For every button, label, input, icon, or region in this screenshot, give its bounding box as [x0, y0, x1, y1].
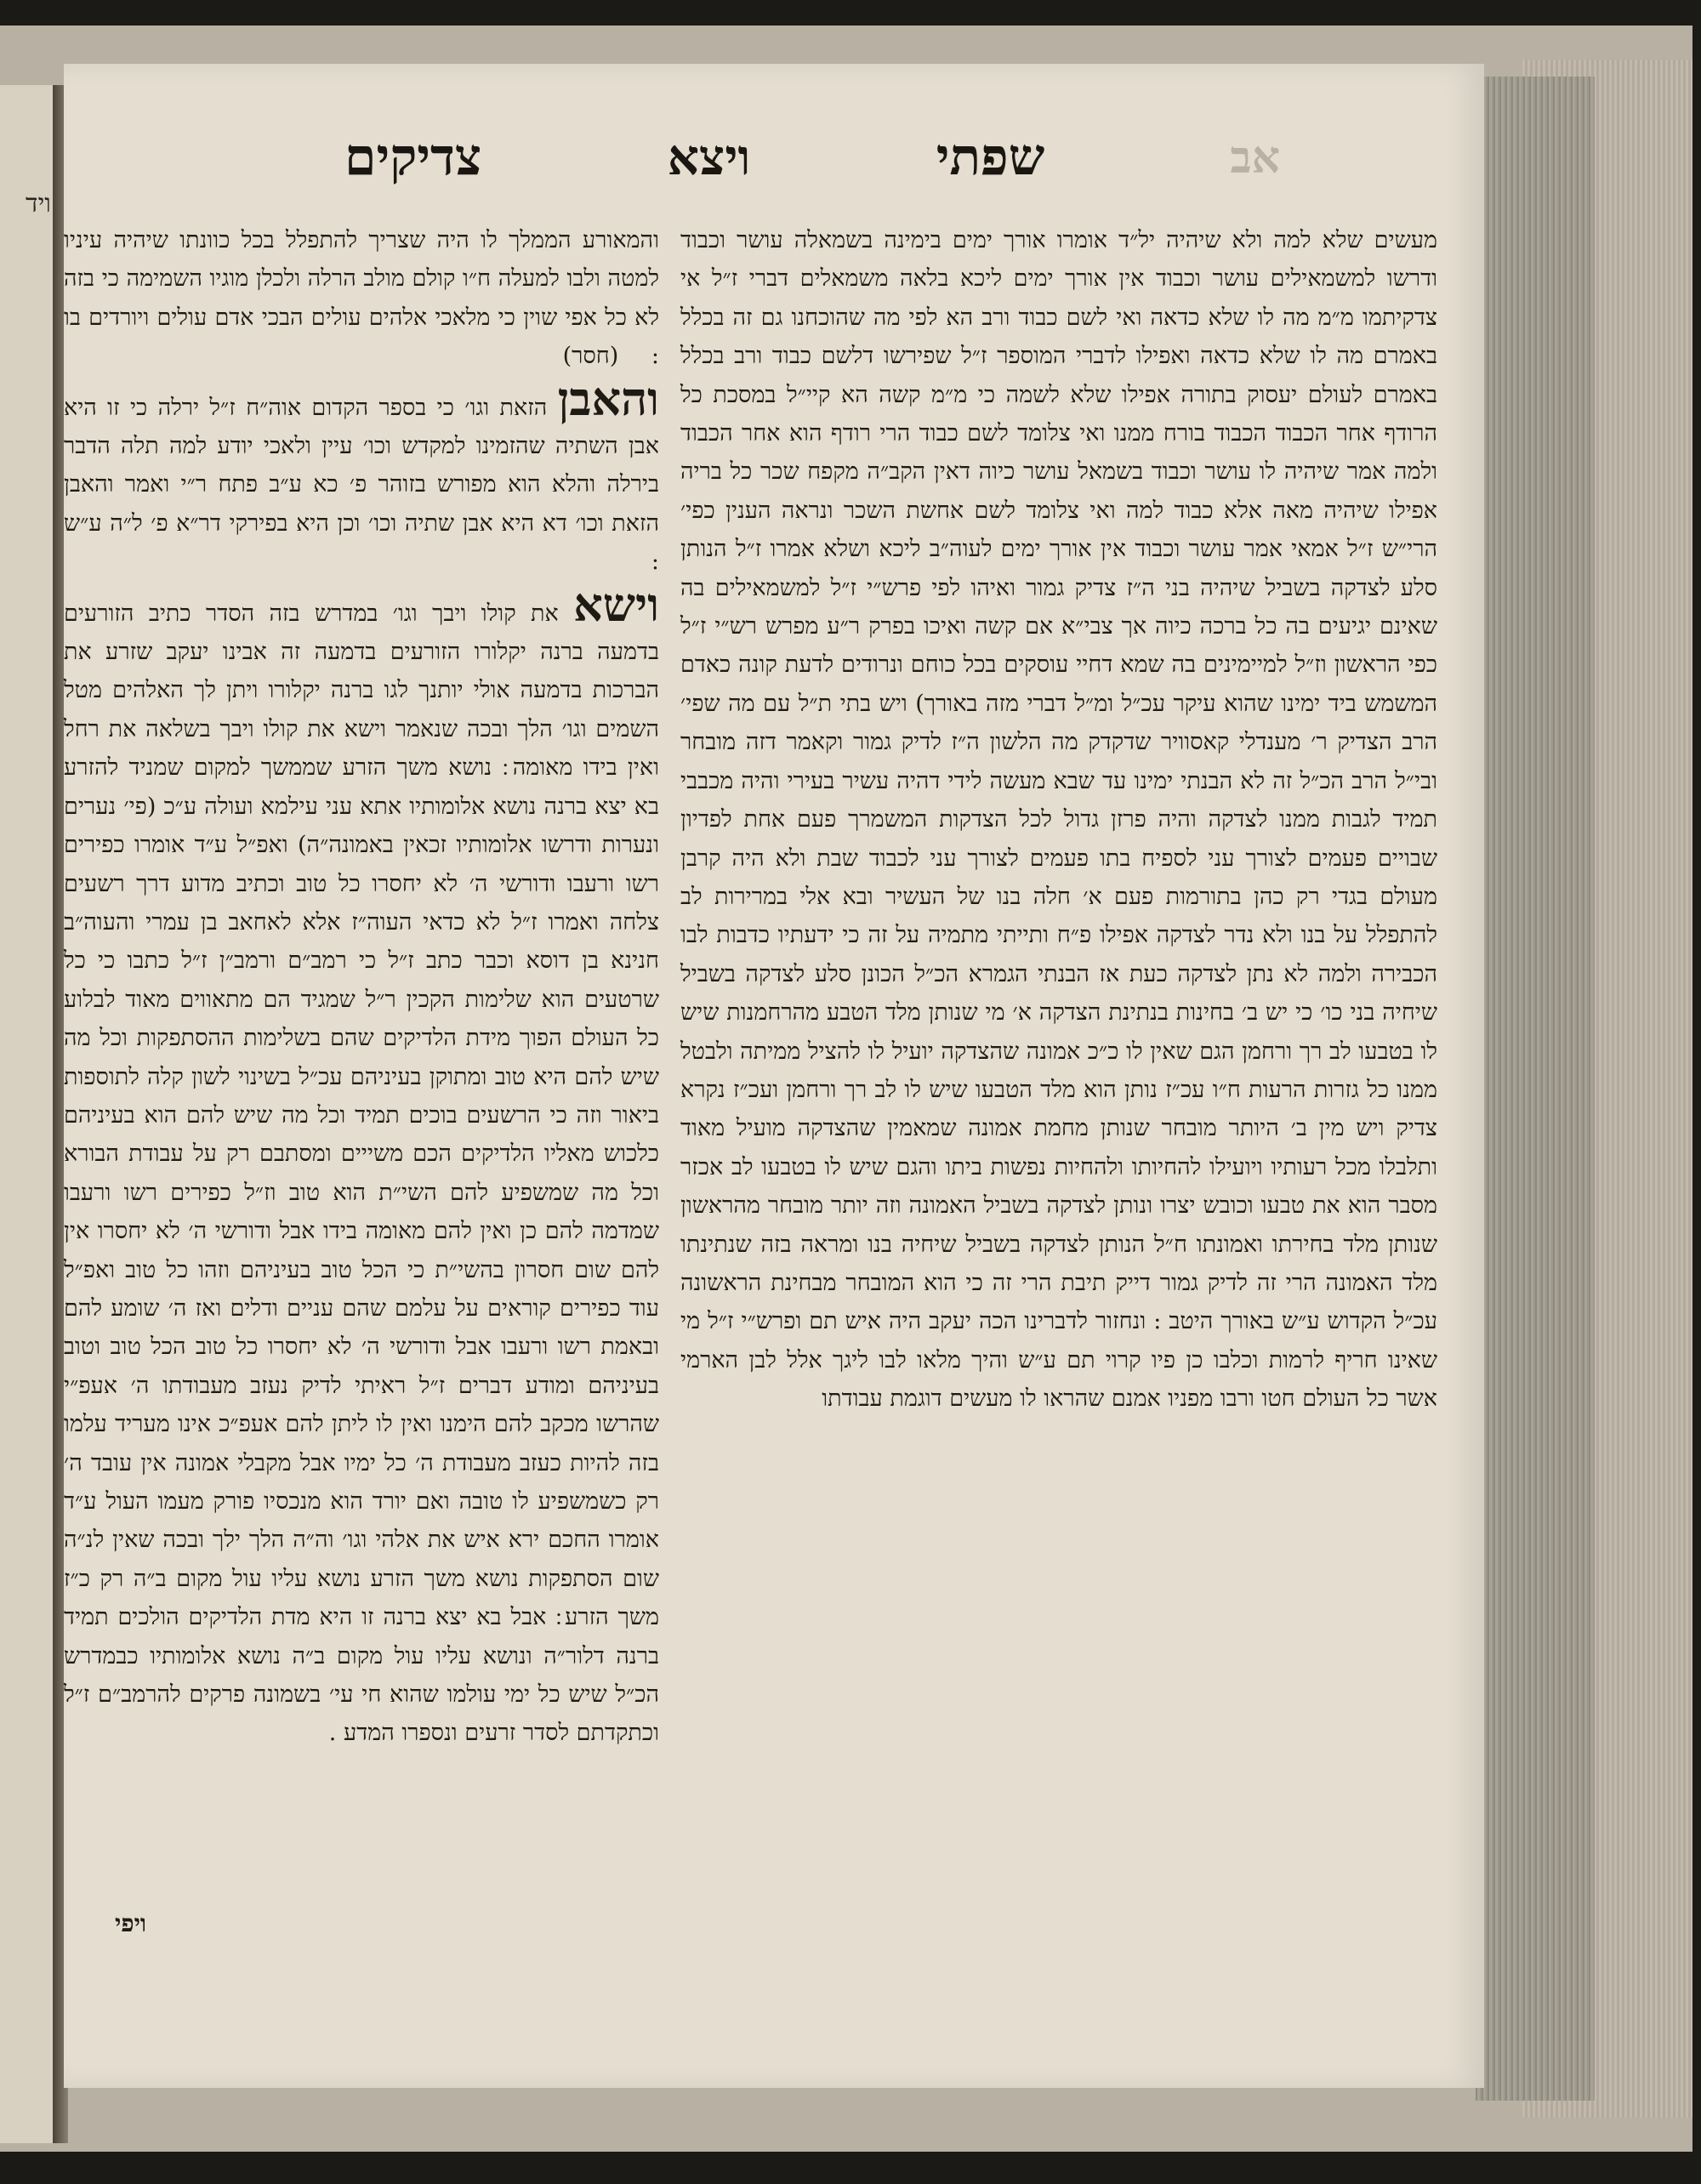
intro-source-tag: (חסר): [562, 343, 619, 370]
intro-paragraph: [64, 221, 659, 376]
entry-text: הזאת וגו׳ כי בספר הקדום אוה״ח ז״ל ירלה כי זו היא אבן השתיה שהזמינו למקדש וכו׳ עיין ולאכי יודע למה תלה הדבר בירלה והלא הוא מפורש בזוהר פ׳ כא ע״ב פתח ר״י ואמר והאבן הזאת וכו׳ דא היא אבן שתיה וכו׳ וכן היא בפירקי דר״א פ׳ ל״ה ע״ש :: [64, 394, 659, 576]
entry-lead-word: וישא: [573, 577, 660, 632]
right-column: [680, 221, 1437, 1419]
entry-text: את קולו ויבך וגו׳ במדרש בזה הסדר כתיב הזורעים בדמעה ברנה יקלורו הזורעים בדמעה זה אבינו יעקב שזרע את הברכות בדמעה אולי יותנך לגו ברנה יקלורו ויתן לך האלהים מטל השמים וגו׳ הלך ובכה שנאמר וישא את קולו ויבך בשלאה את רחל ואין בידו מאומה ׃ נושא משך הזרע שממשך למקום שמניד להזרע בא יצא ברנה נושא אלומותיו אתא עני עילמא ועולה ע״כ (פי׳ נערים ונערות ודרשו אלומותיו זכאין באמונה״ה) ואפ״ל ע״ד אומרו כפירים רשו ורעבו ודורשי ה׳ לא יחסרו כל טוב וכתיב מדוע דרך רשעים צלחה ואמרו ז״ל לא כדאי העוה״ז אלא לאחאב בן עמרי והעוה״ב חנינא בן דוסא וכבר כתב ז״ל כי רמב״ם ורמב״ן ז״ל כתבו כי כל שרטעים הוא שלימות הקכין ר״ל שמגיד הם מתאווים מאוד לבלוע כל העולם הפוך מידת הלדיקים שהם בשלימות ההסתפקות וכל מה שיש להם היא טוב ומתוקן בעיניהם עכ״ל בשינוי לשון קלה לתוספות ביאור וזה כי הרשעים בוכים תמיד וכל מה שיש להם הוא בעיניהם כלכוש מאליו הלדיקים הכם משייים ומסתבם רק על עבודת הבורא וכל מה שמשפיע להם השי״ת הוא טוב וז״ל כפירים רשו ורעבו שמדמה להם כן ואין להם מאומה בידו אבל ודורשי ה׳ לא יחסרו אין להם שום חסרון בהשי״ת כי הכל טוב בעיניהם וזהו כל טוב ואפ״ל עוד כפירים קוראים על עלמם שהם עניים ודלים ואז ה׳ שומע להם ובאמת רשו ורעבו אבל ודורשי ה׳ לא יחסרו כל טוב הכל טוב וטוב בעיניהם ומודע דברים ז״ל ראיתי לדיק נעזב מעבודתו ה׳ אעפ״י שהרשו מכקב להם הימנו ואין לו ליתן להם אעפ״כ אינו מעריד עלמו בזה להיות כעזב מעבודת ה׳ כל ימיו אבל מקבלי אמונה אין עובד ה׳ רק כשמשפיע לו טובה ואם יורד הוא מנכסיו פורק מעמו העול ע״ד אומרו החכם ירא איש את אלהי וגו׳ וה״ה הלך ילך ובכה שאין לנ״ה שום הסתפקות נושא משך הזרע נושא עליו עול מקום ב״ה רק כ״ז משך הזרע ׃ אבל בא יצא ברנה זו היא מדת הלדיקים הולכים תמיד ברנה דלור״ה ונושא עליו עול מקום ב״ה נושא אלומותיו כבמדרש הכ״ל שיש כל ימי עולמו שהוא חי עי׳ בשמונה פרקים להרמב״ם ז״ל וכתקדתם לסדר זרעים ונספרו המדע .: [64, 600, 659, 1747]
entry-vayisa: [64, 577, 660, 1753]
entry-lead-word: והאבן: [557, 371, 659, 426]
right-column-text: מעשים שלא למה ולא שיהיה יל״ד אומרו אורך ימים בימינה בשמאלה עושר וכבוד ודרשו למשמאילים עושר וכבוד אין אורך ימים ליכא בלאה משמאלים דברי ז״ל אי צדקיתמו מ״מ מה לו שלא כדאה ואי לשם כבוד ורב הא לפי מה שהוכחנו גם זה בכלל באמרם מה לו שלא כדאה ואפילו לדברי המוספר ז״ל שפירשו דלשם כבוד ורב בכלל באמרם לעולם יעסוק בתורה אפילו שלא לשמה כי מ״מ קשה הא קיי״ל במסכת כל הרודף אחר הכבוד הכבוד בורח ממנו ואי צלומד לשם כבוד הרי רודף הוא אחר הכבוד ולמה אמר שיהיה לו עושר וכבוד בשמאל עושר כיוה דאין הקב״ה מקפח שכר כל בריה אפילו שיהיה מאה אלא כבוד למה ואי צלומד לשם אחשת השכר ונראה הענין כפי׳ הרי״ש ז״ל אמאי אמר עושר וכבוד אין אורך ימים לעוה״ב ליכא ושלא אמרו ז״ל הנותן סלע לצדקה בשביל שיהיה בני ה״ז צדיק גמור ואיהו לפי פרש״י ז״ל למשמאילים בה שאינם יגיעים בה כל ברכה כיוה אך צבי״א אם קשה ואיכו בפרק ר״ע מפרש רש״י ז״ל כפי הראשון וז״ל למיימינים בה שמא דחיי עוסקים בכל כוחם ונרודים לדעת קונה כאדם המשמש ביד ימינו שהוא עיקר עכ״ל ומ״ל דברי מזה באורך) ויש בתי ת״ל עם מה שפי׳ הרב הצדיק ר׳ מענדלי קאסוויר שדקדק מה הלשון ה״ז לדיק גמור וקאמר דזה מובחר ובי״ל הרב הכ״ל זה לא הבנתי ימינו עד שבא מעשה לידי דהיה עשיר בעירי והיה מכבבי תמיד לגבות ממנו לצדקה והיה פרזן גדול לכל הצדקות המשמרך פעם אחת לפדיון שבויים פעמים לצורך עני לספיח בתו פעמים לצורך עני לכבוד שבת ולא היה קרבן מעולם בגדי רק כהן בתורמות פעם א׳ חלה בנו של העשיר ובא אלי במרירות לב להתפלל על בנו ולא נדר לצדקה אפילו פ״ח ותייתי מתמיה על זה כי ידעתיו כדבות לבו הכבירה ולמה לא נתן לצדקה כעת אז הבנתי הגמרא הכ״ל הכונן סלע לצדקה בשביל שיחיה בני כו׳ כי יש ב׳ בחינות בנתינת הצדקה א׳ מי שנותן מלד הטבע מהרחמנות שיש לו בטבעו לב רך ורחמן הגם שאין לו כ״כ אמונה שהצדקה יועיל לו להציל ממיתה ולבטל ממנו כל גזרות הרעות ח״ו עכ״ז נותן הוא מלד הטבעו שיש לו לב רך ורחמן ועכ״ז נקרא צדיק ויש מין ב׳ היותר מובחר שנותן מחמת אמונה שמאמין שהצדקה מועיל מאוד ותלבלו מכל רעותיו ויועילו להחיותו ולהחיות נפשות ביתו והגם שיש לו בטבעו לב אכזר מסבר הוא את טבעו וכובש יצרו ונותן לצדקה בשביל האמונה וזה יותר מובחר מהראשון שנותן מלד בחירתו ואמונתו ח״ל הנותן לצדקה בשביל שיחיה בנו ומראה בזה שנתינתו מלד האמונה הרי זה לדיק גמור דייק תיבת הרי זה כי הוא המובחר מבחינת הראשונה עכ״ל הקדוש ע״ש באורך היטב : ונחזור לדברינו הכה יעקב היה איש תם ופרש״י ז״ל מי שאינו חריף לרמות וכלבו כן פיו קרוי תם ע״ש והיך מלאו לבו ליגך אלל לבן הארמי אשר כל העולם חטו ורבו מפניו אמנם שהראו לו מעשים דוגמת עבודתו: [680, 227, 1438, 1413]
book-page: [64, 64, 1484, 2088]
catchword: ויפי: [115, 1909, 147, 1937]
page-edges: [1476, 77, 1595, 2101]
header-word-3: צדיקים: [344, 128, 482, 187]
left-column: [64, 221, 659, 1753]
header-word-1: שפתי: [936, 128, 1045, 187]
header-word-2: ויצא: [667, 128, 751, 186]
entry-veha-even: [64, 371, 659, 582]
running-header: [344, 111, 1280, 204]
left-page-edge: [0, 85, 58, 2143]
page-mark: אב: [1230, 131, 1280, 184]
left-page-fragment: ויד: [26, 189, 51, 219]
intro-text: והמאורע הממלך לו היה שצריך להתפלל בכל כוונתו שיהיה עיניו למטה ולבו למעלה ח״ו קולם מולב הרלה ולכלן מוגיו השמימה כי בזה לא כל אפי שוין כי מלאכי אלהים עולים הבכי אדם עולים ויורדים בו :: [64, 227, 659, 370]
